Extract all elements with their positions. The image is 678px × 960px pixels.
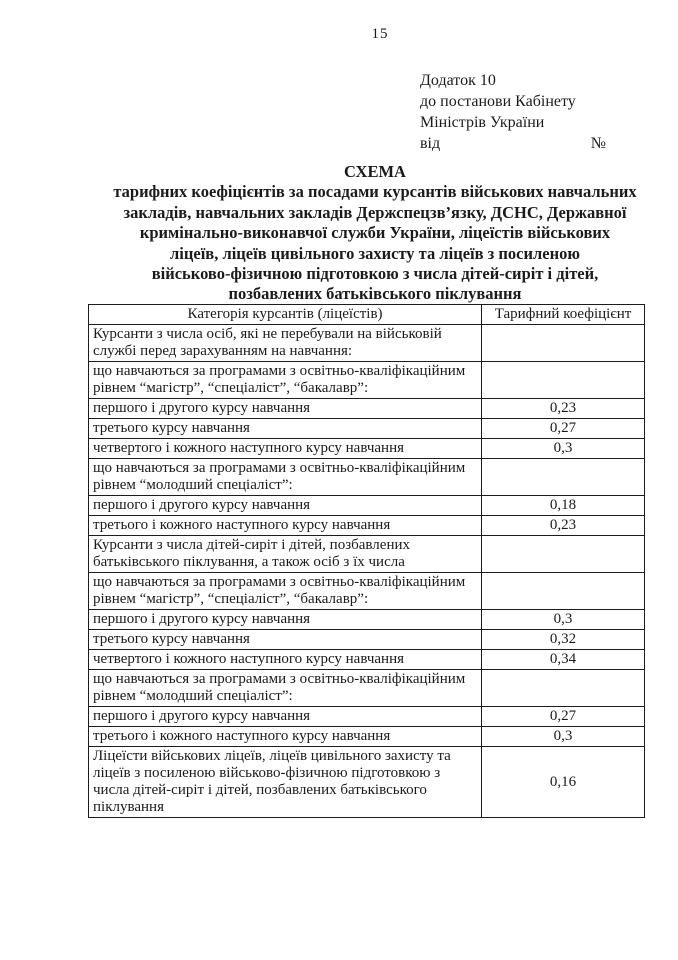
coefficient-cell: 0,23 xyxy=(482,399,645,419)
annex-line-2: до постанови Кабінету xyxy=(420,93,576,110)
coefficient-cell: 0,32 xyxy=(482,630,645,650)
category-cell: що навчаються за програмами з освітньо-кваліфікаційним рівнем “магістр”, “спеціаліст”, “бакалавр”: xyxy=(89,362,482,399)
coefficient-cell xyxy=(482,573,645,610)
table-row xyxy=(89,727,645,747)
category-cell: першого і другого курсу навчання xyxy=(89,610,482,630)
table-row xyxy=(89,650,645,670)
table-row xyxy=(89,419,645,439)
document-title xyxy=(101,162,649,305)
coefficient-cell: 0,27 xyxy=(482,419,645,439)
category-cell: третього курсу навчання xyxy=(89,630,482,650)
table-row xyxy=(89,496,645,516)
coefficient-cell: 0,23 xyxy=(482,516,645,536)
category-cell: що навчаються за програмами з освітньо-кваліфікаційним рівнем “магістр”, “спеціаліст”, “бакалавр”: xyxy=(89,573,482,610)
coefficient-cell: 0,3 xyxy=(482,610,645,630)
category-cell: першого і другого курсу навчання xyxy=(89,496,482,516)
coefficient-cell: 0,16 xyxy=(482,747,645,818)
coefficient-cell: 0,34 xyxy=(482,650,645,670)
table-row xyxy=(89,399,645,419)
category-cell: Курсанти з числа дітей-сиріт і дітей, позбавлених батьківського піклування, а також осіб з їх числа xyxy=(89,536,482,573)
coefficient-cell xyxy=(482,536,645,573)
category-cell: що навчаються за програмами з освітньо-кваліфікаційним рівнем “молодший спеціаліст”: xyxy=(89,670,482,707)
annex-line-3: Міністрів України xyxy=(420,114,545,131)
table-row xyxy=(89,362,645,399)
table-row xyxy=(89,747,645,818)
title-line: позбавлених батьківського піклування xyxy=(228,284,522,304)
title-line: ліцеїв, ліцеїв цивільного захисту та ліцеїв з посиленою xyxy=(170,243,580,263)
category-cell: першого і другого курсу навчання xyxy=(89,399,482,419)
coefficient-cell xyxy=(482,362,645,399)
category-cell: четвертого і кожного наступного курсу навчання xyxy=(89,439,482,459)
category-cell: третього курсу навчання xyxy=(89,419,482,439)
table-row xyxy=(89,439,645,459)
coefficient-cell xyxy=(482,325,645,362)
table-row xyxy=(89,670,645,707)
coefficient-cell: 0,3 xyxy=(482,727,645,747)
annex-date-number-line xyxy=(420,133,606,154)
table-row xyxy=(89,707,645,727)
annex-from-label: від xyxy=(420,135,441,152)
category-cell: третього і кожного наступного курсу навчання xyxy=(89,727,482,747)
table-row xyxy=(89,573,645,610)
annex-line-1: Додаток 10 xyxy=(420,72,496,89)
annex-block xyxy=(420,70,606,154)
table-row xyxy=(89,630,645,650)
title-line: закладів, навчальних закладів Держспецзв’язку, ДСНС, Державної xyxy=(123,202,627,222)
title-line: військово-фізичною підготовкою з числа дітей-сиріт і дітей, xyxy=(151,264,599,284)
category-cell: третього і кожного наступного курсу навчання xyxy=(89,516,482,536)
column-header-coefficient: Тарифний коефіцієнт xyxy=(482,305,645,325)
title-line: кримінально-виконавчої служби України, ліцеїстів військових xyxy=(139,223,611,243)
category-cell: Ліцеїсти військових ліцеїв, ліцеїв цивільного захисту та ліцеїв з посиленою військово-фізичною підготовкою з числа дітей-сиріт і дітей, позбавлених батьківського піклування xyxy=(89,747,482,818)
table-header-row xyxy=(89,305,645,325)
category-cell: Курсанти з числа осіб, які не перебували на військовій службі перед зарахуванням на навчання: xyxy=(89,325,482,362)
coefficient-cell: 0,3 xyxy=(482,439,645,459)
coefficient-cell: 0,18 xyxy=(482,496,645,516)
table-row xyxy=(89,459,645,496)
title-heading: СХЕМА xyxy=(344,162,406,181)
coefficient-cell xyxy=(482,459,645,496)
coefficient-cell xyxy=(482,670,645,707)
table-row xyxy=(89,516,645,536)
table-row xyxy=(89,536,645,573)
table-row xyxy=(89,325,645,362)
annex-number-sign: № xyxy=(590,135,606,152)
category-cell: що навчаються за програмами з освітньо-кваліфікаційним рівнем “молодший спеціаліст”: xyxy=(89,459,482,496)
tariff-coefficients-table xyxy=(88,304,645,818)
page-number: 15 xyxy=(371,26,389,42)
title-line: тарифних коефіцієнтів за посадами курсантів військових навчальних xyxy=(113,182,637,202)
category-cell: четвертого і кожного наступного курсу навчання xyxy=(89,650,482,670)
column-header-category: Категорія курсантів (ліцеїстів) xyxy=(89,305,482,325)
table-row xyxy=(89,610,645,630)
category-cell: першого і другого курсу навчання xyxy=(89,707,482,727)
coefficient-cell: 0,27 xyxy=(482,707,645,727)
